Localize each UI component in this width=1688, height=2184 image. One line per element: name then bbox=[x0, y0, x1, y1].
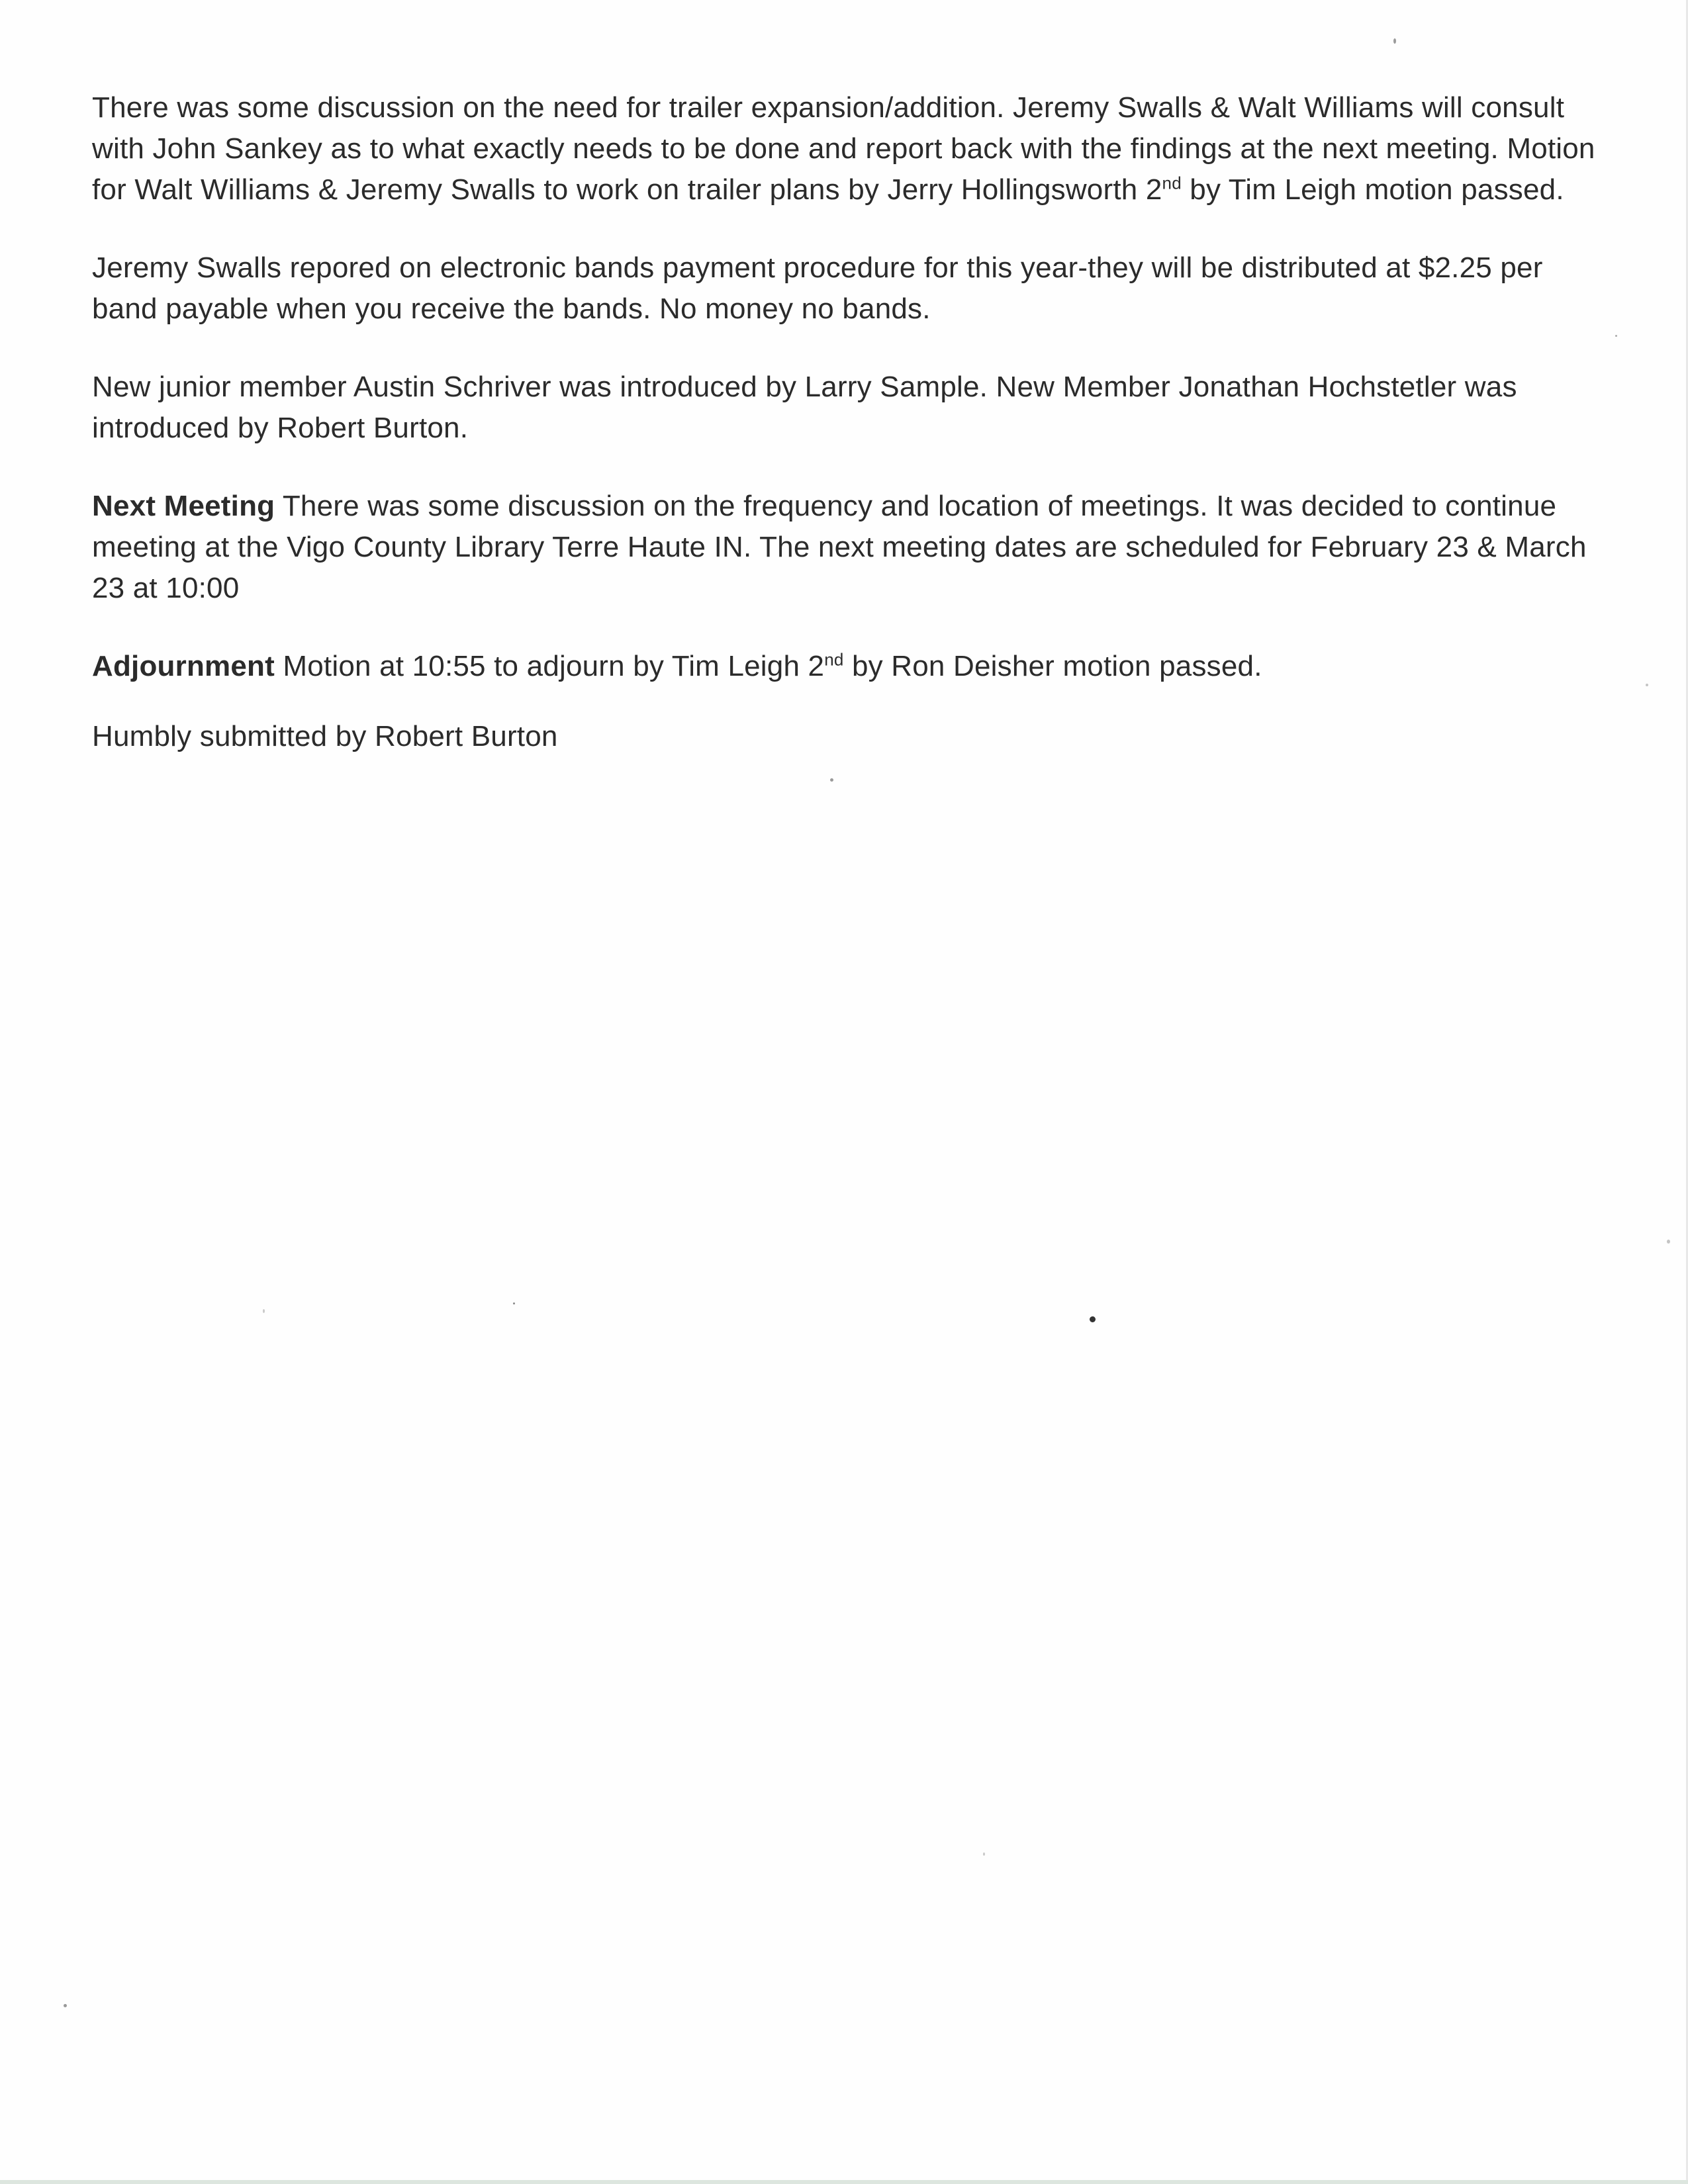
next-meeting-text: There was some discussion on the frequency and location of meetings. It was decided to continue meeting at the Vigo County Library Terre Haute IN. The next meeting dates are scheduled for February 23 & March 23 at 10:00 bbox=[92, 490, 1587, 604]
ordinal-suffix: nd bbox=[1162, 173, 1182, 193]
scan-speck bbox=[983, 1852, 985, 1856]
scan-speck bbox=[1667, 1240, 1670, 1244]
trailer-paragraph bbox=[92, 87, 1601, 210]
scan-speck bbox=[263, 1309, 265, 1313]
scan-speck bbox=[830, 778, 833, 782]
adjournment-paragraph bbox=[92, 646, 1601, 687]
next-meeting-heading: Next Meeting bbox=[92, 490, 275, 522]
scan-speck bbox=[64, 2004, 67, 2007]
scan-speck bbox=[513, 1302, 515, 1304]
ordinal-suffix: nd bbox=[824, 649, 844, 670]
trailer-text-end: by Tim Leigh motion passed. bbox=[1181, 173, 1564, 206]
trailer-text-start: There was some discussion on the need for trailer expansion/addition. Jeremy Swalls & Walt Williams will consult with John Sankey as to what exactly needs to be done and report back with the findings at the next meeting. Motion for Walt Williams & Jeremy Swalls to work on trailer plans by Jerry Hollingsworth 2 bbox=[92, 91, 1595, 206]
adjournment-text-end: by Ron Deisher motion passed. bbox=[843, 650, 1262, 682]
next-meeting-paragraph bbox=[92, 486, 1601, 609]
scan-bottom-edge bbox=[0, 2180, 1688, 2184]
signoff-line: Humbly submitted by Robert Burton bbox=[92, 720, 558, 752]
minutes-body bbox=[92, 87, 1601, 794]
adjournment-heading: Adjournment bbox=[92, 650, 275, 682]
new-members-paragraph: New junior member Austin Schriver was introduced by Larry Sample. New Member Jonathan Hochstetler was introduced by Robert Burton. bbox=[92, 371, 1517, 444]
scan-speck bbox=[1090, 1316, 1096, 1322]
scan-speck bbox=[1393, 38, 1396, 44]
bands-paragraph: Jeremy Swalls repored on electronic bands payment procedure for this year-they will be distributed at $2.25 per band payable when you receive the bands. No money no bands. bbox=[92, 251, 1543, 325]
scan-speck bbox=[1615, 335, 1617, 337]
adjournment-text-start: Motion at 10:55 to adjourn by Tim Leigh 2 bbox=[274, 650, 825, 682]
scan-speck bbox=[1646, 684, 1648, 686]
